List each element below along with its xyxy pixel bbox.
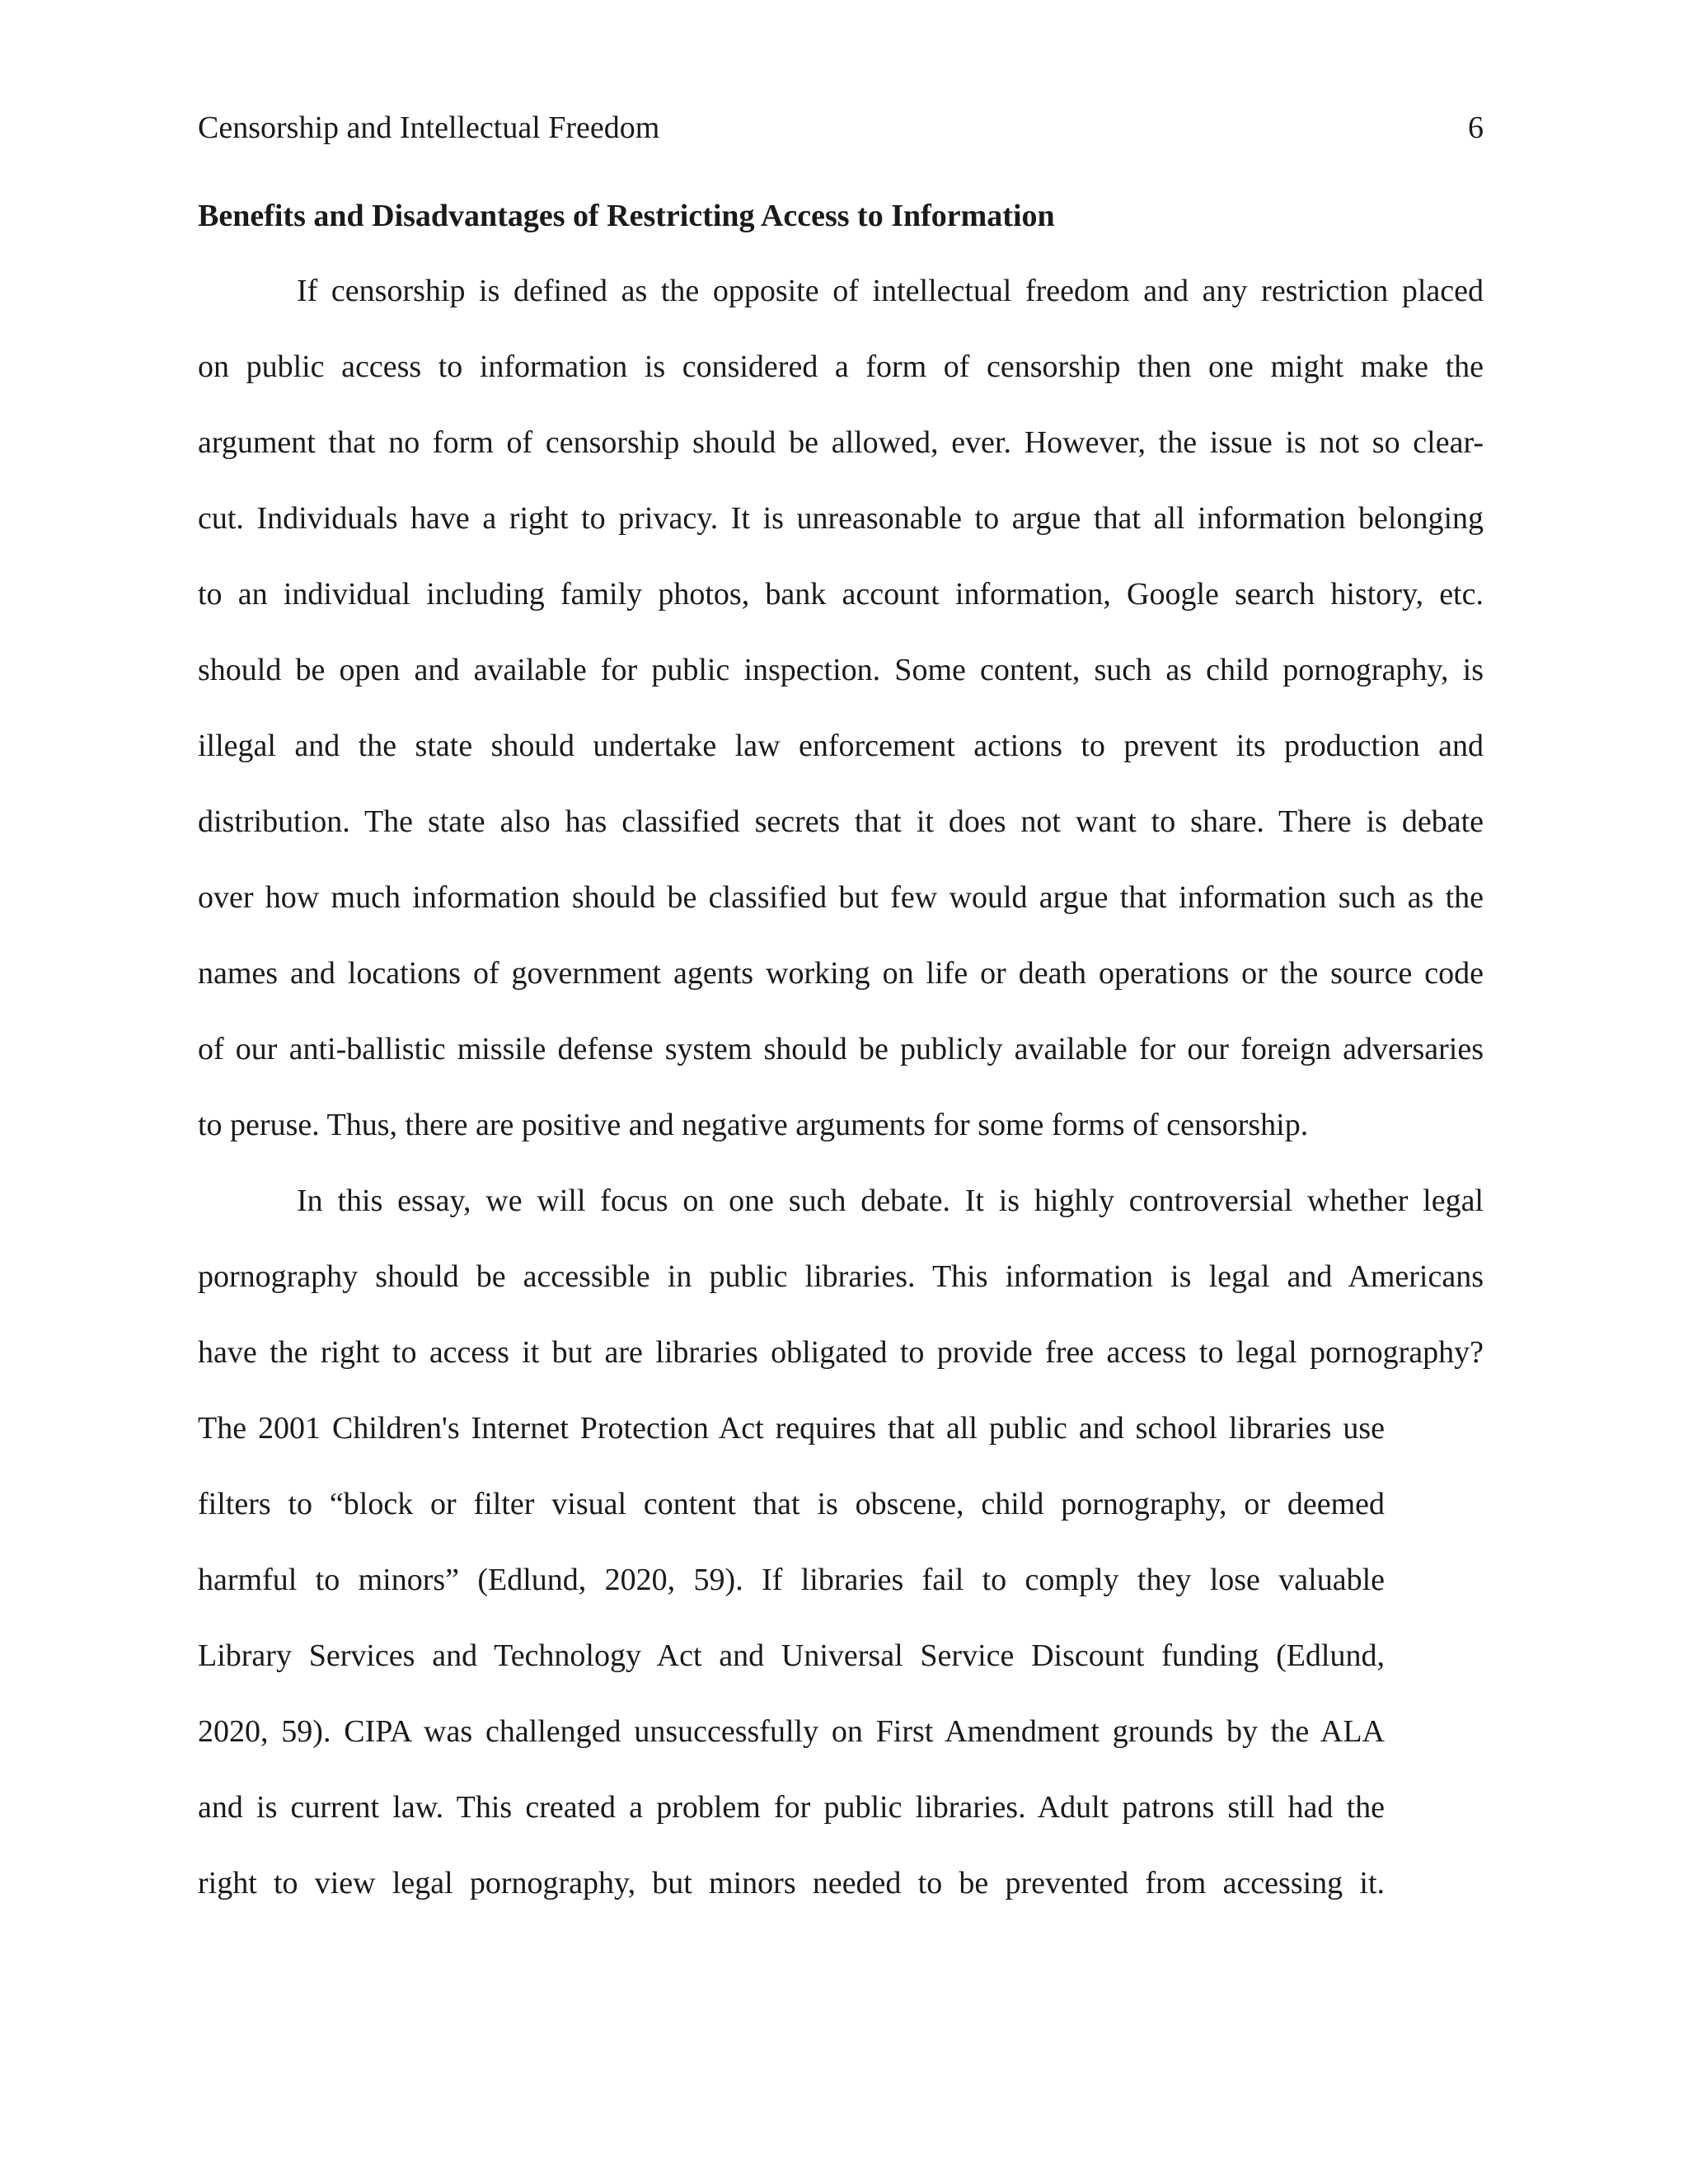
running-head xyxy=(198,107,1484,148)
body-line: should be open and available for public inspection. Some content, such as child pornography, is xyxy=(198,653,1484,687)
body-line: argument that no form of censorship should be allowed, ever. However, the issue is not so clear- xyxy=(198,425,1484,460)
body-line: of our anti-ballistic missile defense system should be publicly available for our foreign adversaries xyxy=(198,1032,1484,1066)
body-line: pornography should be accessible in public libraries. This information is legal and Americans xyxy=(198,1259,1484,1294)
body-line: on public access to information is considered a form of censorship then one might make the xyxy=(198,349,1484,384)
body-line: have the right to access it but are libraries obligated to provide free access to legal pornography? xyxy=(198,1335,1484,1370)
body-line: right to view legal pornography, but minors needed to be prevented from accessing it. xyxy=(198,1866,1385,1900)
section-heading: Benefits and Disadvantages of Restricting Access to Information xyxy=(198,199,1055,233)
running-title: Censorship and Intellectual Freedom xyxy=(198,110,660,145)
body-line: cut. Individuals have a right to privacy. It is unreasonable to argue that all information belonging xyxy=(198,501,1484,536)
body-line: filters to “block or filter visual content that is obscene, child pornography, or deemed xyxy=(198,1487,1385,1521)
body-line: Library Services and Technology Act and Universal Service Discount funding (Edlund, xyxy=(198,1638,1385,1673)
body-line: In this essay, we will focus on one such debate. It is highly controversial whether legal xyxy=(297,1183,1484,1218)
body-line: 2020, 59). CIPA was challenged unsuccessfully on First Amendment grounds by the ALA xyxy=(198,1714,1385,1749)
body-line: The 2001 Children's Internet Protection Act requires that all public and school libraries use xyxy=(198,1411,1385,1446)
body-line: over how much information should be classified but few would argue that information such as the xyxy=(198,880,1484,915)
body-line: to an individual including family photos, bank account information, Google search history, etc. xyxy=(198,577,1484,612)
body-line: harmful to minors” (Edlund, 2020, 59). If libraries fail to comply they lose valuable xyxy=(198,1563,1385,1597)
body-line: to peruse. Thus, there are positive and negative arguments for some forms of censorship. xyxy=(198,1108,1309,1142)
body-line: If censorship is defined as the opposite of intellectual freedom and any restriction placed xyxy=(297,274,1484,308)
page-number: 6 xyxy=(1468,110,1484,145)
body-line: and is current law. This created a problem for public libraries. Adult patrons still had the xyxy=(198,1790,1385,1825)
body-line: illegal and the state should undertake law enforcement actions to prevent its production and xyxy=(198,729,1484,763)
body-line: distribution. The state also has classified secrets that it does not want to share. There is debate xyxy=(198,804,1484,839)
body-line: names and locations of government agents working on life or death operations or the source code xyxy=(198,956,1484,991)
